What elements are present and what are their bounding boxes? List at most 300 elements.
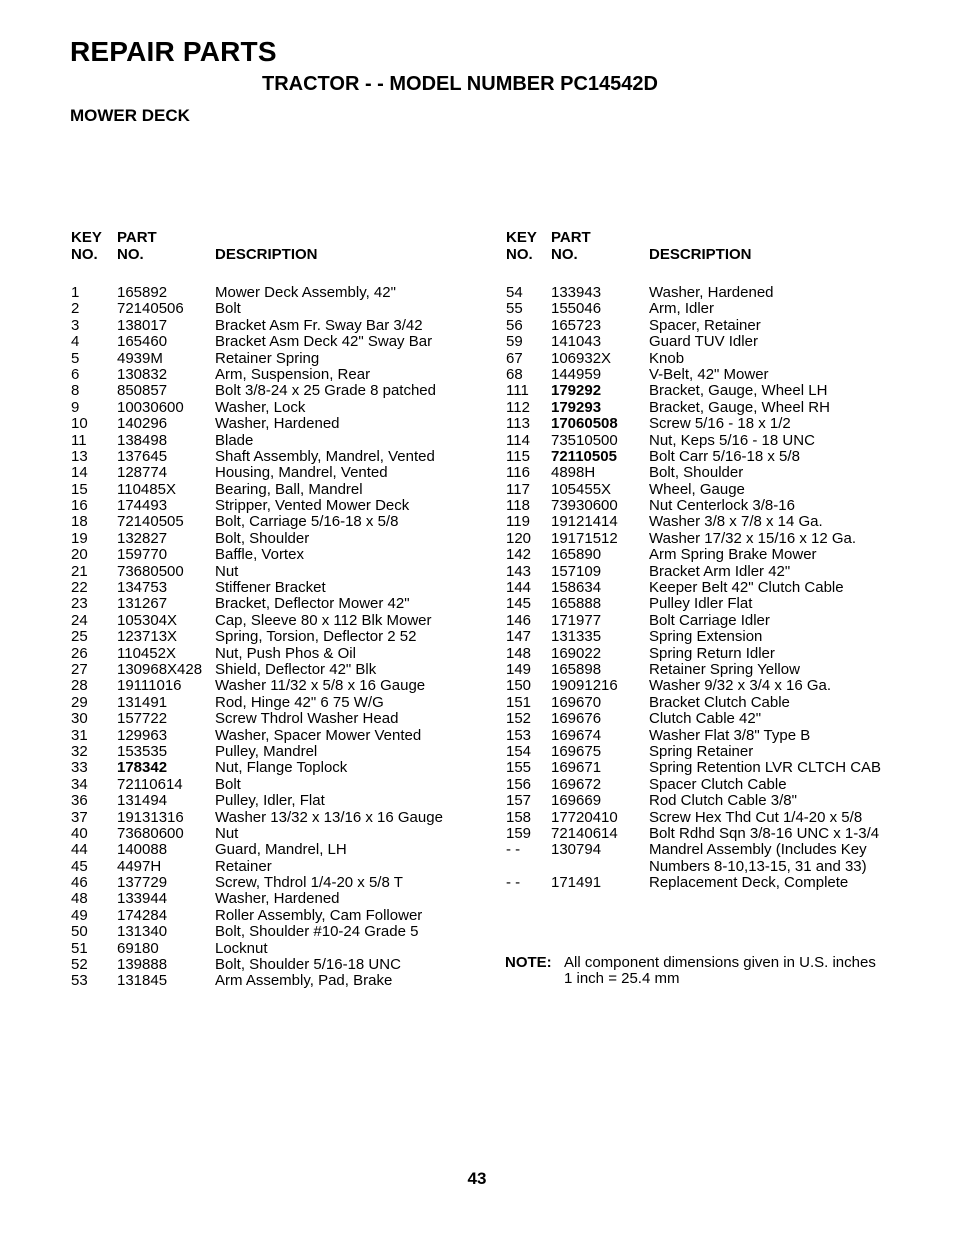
part-description: Bolt 3/8-24 x 25 Grade 8 patched	[215, 382, 436, 400]
table-row	[70, 662, 490, 678]
part-description: Nut Centerlock 3/8-16	[649, 497, 795, 515]
table-row	[70, 957, 490, 973]
key-no: 54	[506, 284, 523, 301]
key-no: 156	[506, 775, 532, 793]
table-row	[70, 646, 490, 662]
table-row	[70, 547, 490, 563]
key-no: - -	[506, 874, 521, 892]
part-no: 174284	[117, 906, 168, 924]
part-no: 165723	[551, 316, 602, 334]
part-no: 131491	[117, 693, 168, 711]
part-no: 169022	[551, 644, 602, 662]
parts-list-left	[70, 229, 490, 990]
part-no: 133943	[551, 284, 602, 301]
table-row	[505, 580, 925, 596]
part-no: 10030600	[117, 398, 184, 416]
key-no: 115	[506, 447, 530, 465]
table-row	[70, 383, 490, 399]
part-description: Nut, Push Phos & Oil	[215, 644, 356, 662]
key-no: 5	[71, 349, 80, 367]
part-no: 73680600	[117, 824, 184, 842]
key-no: 111	[506, 382, 529, 400]
part-no: 106932X	[551, 349, 612, 367]
table-row	[70, 416, 490, 432]
part-no: 165888	[551, 595, 602, 613]
table-row	[505, 744, 925, 760]
part-no: 131494	[117, 792, 168, 810]
table-row	[70, 924, 490, 940]
part-description: Pulley Idler Flat	[649, 595, 753, 613]
key-no: 151	[506, 693, 532, 711]
part-no: 165890	[551, 546, 602, 564]
part-description: Spacer, Retainer	[649, 316, 761, 334]
table-row	[505, 285, 925, 301]
table-row	[70, 891, 490, 907]
table-header	[505, 229, 925, 285]
key-no: 158	[506, 808, 532, 826]
table-row	[70, 678, 490, 694]
table-row	[505, 810, 925, 826]
part-no: 159770	[117, 546, 168, 564]
key-no: 3	[71, 316, 80, 334]
table-row	[505, 416, 925, 432]
key-no: 50	[71, 923, 88, 941]
part-no: 134753	[117, 579, 168, 597]
table-row	[70, 941, 490, 957]
key-no: 31	[71, 726, 88, 744]
table-row	[70, 596, 490, 612]
key-no: 25	[71, 628, 88, 646]
part-description: Bolt, Shoulder #10-24 Grade 5	[215, 923, 419, 941]
part-no: 179293	[551, 398, 602, 416]
part-no: 137645	[117, 447, 168, 465]
key-no: 67	[506, 349, 523, 367]
part-no: 130832	[117, 365, 168, 383]
part-no: 123713X	[117, 628, 178, 646]
part-no: 4898H	[551, 464, 596, 482]
part-no: 72110614	[117, 775, 183, 793]
part-no: 19121414	[551, 513, 618, 531]
table-row	[505, 777, 925, 793]
part-description: Pulley, Mandrel	[215, 742, 318, 760]
part-no: 138498	[117, 431, 168, 449]
table-row	[505, 449, 925, 465]
key-no: 152	[506, 710, 532, 728]
part-description: Roller Assembly, Cam Follower	[215, 906, 423, 924]
part-description: Screw Hex Thd Cut 1/4-20 x 5/8	[649, 808, 863, 826]
part-description: Bracket Asm Deck 42" Sway Bar	[215, 333, 433, 351]
key-no: 149	[506, 660, 532, 678]
note-label: NOTE:	[505, 954, 552, 971]
header-key-no: NO.	[506, 246, 533, 263]
part-description: Knob	[649, 349, 685, 367]
key-no: 30	[71, 710, 88, 728]
key-no: 36	[71, 792, 88, 810]
part-description: Spacer Clutch Cable	[649, 775, 787, 793]
table-row	[505, 613, 925, 629]
key-no: 51	[71, 939, 88, 957]
part-description: Bracket Clutch Cable	[649, 693, 790, 711]
part-description: Washer 9/32 x 3/4 x 16 Ga.	[649, 677, 832, 695]
table-row	[505, 564, 925, 580]
key-no: 55	[506, 300, 523, 318]
key-no: - -	[506, 841, 521, 859]
part-description: Arm, Idler	[649, 300, 715, 318]
table-row	[505, 383, 925, 399]
part-description: Replacement Deck, Complete	[649, 874, 849, 892]
key-no: 154	[506, 742, 532, 760]
part-description: Keeper Belt 42" Clutch Cable	[649, 579, 844, 597]
table-row	[70, 564, 490, 580]
part-description: Rod, Hinge 42" 6 75 W/G	[215, 693, 384, 711]
table-row	[70, 514, 490, 530]
part-description: Spring, Torsion, Deflector 2 52	[215, 628, 417, 646]
note-text: All component dimensions given in U.S. inches 1 inch = 25.4 mm	[564, 954, 876, 987]
key-no: 16	[71, 497, 88, 515]
part-no: 179292	[551, 382, 602, 400]
part-description: Bolt, Shoulder	[215, 529, 310, 547]
part-description: Shaft Assembly, Mandrel, Vented	[215, 447, 435, 465]
part-no: 141043	[551, 333, 602, 351]
part-no: 17060508	[551, 415, 618, 433]
part-description: Retainer Spring Yellow	[649, 660, 800, 678]
part-description: V-Belt, 42" Mower	[649, 365, 769, 383]
part-description: Bolt, Carriage 5/16-18 x 5/8	[215, 513, 399, 531]
part-no: 174493	[117, 497, 168, 515]
table-row	[505, 482, 925, 498]
part-description: Spring Retention LVR CLTCH CAB	[649, 759, 882, 777]
key-no: 59	[506, 333, 523, 351]
table-row	[70, 793, 490, 809]
table-row	[70, 449, 490, 465]
table-row	[70, 498, 490, 514]
table-row	[70, 810, 490, 826]
part-description: Nut, Keps 5/16 - 18 UNC	[649, 431, 815, 449]
table-row	[70, 859, 490, 875]
part-no: 171977	[551, 611, 602, 629]
table-row	[505, 793, 925, 809]
key-no: 37	[71, 808, 88, 826]
part-no: 19171512	[551, 529, 618, 547]
part-description: Mandrel Assembly (Includes Key Numbers 8-10,13-15, 31 and 33)	[649, 841, 867, 875]
table-row	[70, 973, 490, 989]
part-no: 105304X	[117, 611, 178, 629]
key-no: 13	[71, 447, 88, 465]
part-description: Washer 3/8 x 7/8 x 14 Ga.	[649, 513, 823, 531]
part-description: Bolt Carriage Idler	[649, 611, 770, 629]
table-row	[505, 629, 925, 645]
part-description: Baffle, Vortex	[215, 546, 304, 564]
part-description: Shield, Deflector 42" Blk	[215, 660, 377, 678]
part-no: 169669	[551, 792, 602, 810]
key-no: 19	[71, 529, 88, 547]
key-no: 1	[71, 284, 80, 301]
part-no: 153535	[117, 742, 168, 760]
table-row	[505, 678, 925, 694]
table-row	[70, 826, 490, 842]
part-no: 110485X	[117, 480, 176, 498]
part-description: Washer 17/32 x 15/16 x 12 Ga.	[649, 529, 857, 547]
key-no: 20	[71, 546, 88, 564]
key-no: 150	[506, 677, 532, 695]
key-no: 114	[506, 431, 530, 449]
table-row	[505, 351, 925, 367]
table-row	[70, 777, 490, 793]
key-no: 142	[506, 546, 532, 564]
part-description: Guard TUV Idler	[649, 333, 758, 351]
key-no: 56	[506, 316, 523, 334]
part-no: 169676	[551, 710, 602, 728]
part-no: 157722	[117, 710, 168, 728]
part-no: 140088	[117, 841, 168, 859]
key-no: 15	[71, 480, 88, 498]
key-no: 8	[71, 382, 80, 400]
table-row	[505, 728, 925, 744]
part-no: 4939M	[117, 349, 163, 367]
key-no: 22	[71, 579, 88, 597]
part-description: Washer 13/32 x 13/16 x 16 Gauge	[215, 808, 443, 826]
part-no: 72140614	[551, 824, 618, 842]
part-description: Nut	[215, 562, 239, 580]
part-no: 171491	[551, 874, 602, 892]
table-row	[70, 695, 490, 711]
part-description: Stripper, Vented Mower Deck	[215, 497, 410, 515]
key-no: 52	[71, 956, 88, 974]
part-description: Spring Return Idler	[649, 644, 775, 662]
part-no: 138017	[117, 316, 168, 334]
part-description: Wheel, Gauge	[649, 480, 745, 498]
key-no: 117	[506, 480, 530, 498]
part-no: 139888	[117, 956, 168, 974]
table-row	[505, 760, 925, 776]
part-no: 169670	[551, 693, 602, 711]
table-row	[70, 482, 490, 498]
part-no: 130794	[551, 841, 602, 859]
table-row	[505, 514, 925, 530]
table-row	[505, 547, 925, 563]
part-no: 131845	[117, 972, 168, 990]
part-no: 17720410	[551, 808, 618, 826]
part-description: Mower Deck Assembly, 42"	[215, 284, 396, 301]
key-no: 143	[506, 562, 532, 580]
part-no: 128774	[117, 464, 168, 482]
part-description: Bracket Arm Idler 42"	[649, 562, 791, 580]
part-description: Retainer	[215, 857, 272, 875]
table-row	[70, 351, 490, 367]
part-no: 169675	[551, 742, 602, 760]
table-row	[505, 711, 925, 727]
key-no: 68	[506, 365, 523, 383]
part-no: 131335	[551, 628, 602, 646]
table-row	[505, 695, 925, 711]
table-row	[505, 498, 925, 514]
table-row	[505, 875, 925, 891]
part-description: Bracket, Gauge, Wheel RH	[649, 398, 830, 416]
table-row	[70, 301, 490, 317]
part-description: Housing, Mandrel, Vented	[215, 464, 388, 482]
key-no: 14	[71, 464, 88, 482]
part-description: Guard, Mandrel, LH	[215, 841, 347, 859]
key-no: 32	[71, 742, 88, 760]
table-row	[505, 596, 925, 612]
part-description: Bolt	[215, 775, 241, 793]
header-description: DESCRIPTION	[215, 246, 318, 263]
key-no: 10	[71, 415, 88, 433]
table-row	[505, 465, 925, 481]
table-row	[70, 318, 490, 334]
part-description: Stiffener Bracket	[215, 579, 326, 597]
part-description: Retainer Spring	[215, 349, 320, 367]
key-no: 147	[506, 628, 532, 646]
part-description: Bolt, Shoulder 5/16-18 UNC	[215, 956, 401, 974]
key-no: 113	[506, 415, 530, 433]
part-description: Washer, Hardened	[215, 415, 340, 433]
header-description: DESCRIPTION	[649, 246, 752, 263]
part-description: Bolt, Shoulder	[649, 464, 744, 482]
table-row	[505, 334, 925, 350]
part-description: Bolt Rdhd Sqn 3/8-16 UNC x 1-3/4	[649, 824, 880, 842]
part-no: 105455X	[551, 480, 612, 498]
part-description: Locknut	[215, 939, 268, 957]
part-no: 130968X428	[117, 660, 203, 678]
part-description: Bolt	[215, 300, 241, 318]
key-no: 159	[506, 824, 532, 842]
key-no: 53	[71, 972, 88, 990]
key-no: 49	[71, 906, 88, 924]
part-description: Bracket, Gauge, Wheel LH	[649, 382, 828, 400]
header-part-no: NO.	[117, 246, 144, 263]
part-no: 169674	[551, 726, 602, 744]
key-no: 144	[506, 579, 532, 597]
part-description: Blade	[215, 431, 254, 449]
part-no: 4497H	[117, 857, 162, 875]
key-no: 34	[71, 775, 88, 793]
parts-rows-right	[505, 285, 925, 891]
table-row	[70, 842, 490, 858]
part-description: Washer 11/32 x 5/8 x 16 Gauge	[215, 677, 426, 695]
key-no: 153	[506, 726, 532, 744]
key-no: 46	[71, 874, 88, 892]
part-no: 19111016	[117, 677, 182, 695]
key-no: 29	[71, 693, 88, 711]
part-no: 131340	[117, 923, 168, 941]
key-no: 118	[506, 497, 530, 515]
key-no: 33	[71, 759, 88, 777]
key-no: 48	[71, 890, 88, 908]
key-no: 4	[71, 333, 80, 351]
part-no: 137729	[117, 874, 168, 892]
part-description: Bearing, Ball, Mandrel	[215, 480, 363, 498]
table-row	[70, 875, 490, 891]
part-no: 72140505	[117, 513, 184, 531]
part-no: 165460	[117, 333, 168, 351]
key-no: 119	[506, 513, 530, 531]
key-no: 146	[506, 611, 532, 629]
table-row	[70, 367, 490, 383]
part-description: Cap, Sleeve 80 x 112 Blk Mower	[215, 611, 432, 629]
table-row	[505, 646, 925, 662]
header-key-no: NO.	[71, 246, 98, 263]
key-no: 11	[71, 431, 87, 449]
part-description: Washer, Hardened	[215, 890, 340, 908]
key-no: 40	[71, 824, 88, 842]
part-description: Screw 5/16 - 18 x 1/2	[649, 415, 791, 433]
page-number: 43	[467, 1169, 487, 1188]
part-no: 132827	[117, 529, 168, 547]
table-row	[70, 908, 490, 924]
part-description: Screw Thdrol Washer Head	[215, 710, 399, 728]
key-no: 18	[71, 513, 88, 531]
table-row	[505, 433, 925, 449]
table-row	[70, 334, 490, 350]
key-no: 2	[71, 300, 80, 318]
part-description: Spring Retainer	[649, 742, 754, 760]
part-no: 72140506	[117, 300, 184, 318]
part-description: Washer Flat 3/8" Type B	[649, 726, 811, 744]
key-no: 27	[71, 660, 88, 678]
part-no: 165892	[117, 284, 168, 301]
part-description: Rod Clutch Cable 3/8"	[649, 792, 797, 810]
key-no: 157	[506, 792, 532, 810]
part-description: Nut	[215, 824, 239, 842]
table-row	[70, 629, 490, 645]
part-no: 19091216	[551, 677, 618, 695]
key-no: 148	[506, 644, 532, 662]
header-key: KEY	[506, 229, 537, 246]
part-no: 133944	[117, 890, 168, 908]
part-description: Washer, Hardened	[649, 284, 774, 301]
part-no: 129963	[117, 726, 168, 744]
part-no: 131267	[117, 595, 168, 613]
header-key: KEY	[71, 229, 102, 246]
table-row	[70, 744, 490, 760]
table-row	[505, 367, 925, 383]
table-row	[70, 433, 490, 449]
key-no: 44	[71, 841, 88, 859]
part-description: Spring Extension	[649, 628, 763, 646]
part-no: 165898	[551, 660, 602, 678]
table-row	[70, 711, 490, 727]
part-description: Arm, Suspension, Rear	[215, 365, 371, 383]
page-title: REPAIR PARTS	[70, 36, 277, 67]
table-row	[70, 728, 490, 744]
table-row	[505, 318, 925, 334]
table-row	[505, 662, 925, 678]
table-row	[505, 531, 925, 547]
part-description: Pulley, Idler, Flat	[215, 792, 325, 810]
part-no: 73680500	[117, 562, 184, 580]
part-no: 158634	[551, 579, 602, 597]
part-description: Bolt Carr 5/16-18 x 5/8	[649, 447, 800, 465]
part-no: 169671	[551, 759, 602, 777]
part-no: 155046	[551, 300, 602, 318]
part-no: 140296	[117, 415, 168, 433]
table-row	[70, 531, 490, 547]
table-row	[70, 285, 490, 301]
part-no: 19131316	[117, 808, 184, 826]
header-part: PART	[117, 229, 157, 246]
table-row	[505, 842, 925, 875]
part-description: Screw, Thdrol 1/4-20 x 5/8 T	[215, 874, 403, 892]
part-description: Arm Assembly, Pad, Brake	[215, 972, 393, 990]
part-description: Washer, Spacer Mower Vented	[215, 726, 422, 744]
table-row	[70, 465, 490, 481]
section-title: MOWER DECK	[70, 106, 190, 125]
part-no: 73510500	[551, 431, 618, 449]
parts-list-right	[505, 229, 925, 891]
header-part-no: NO.	[551, 246, 578, 263]
part-no: 850857	[117, 382, 168, 400]
